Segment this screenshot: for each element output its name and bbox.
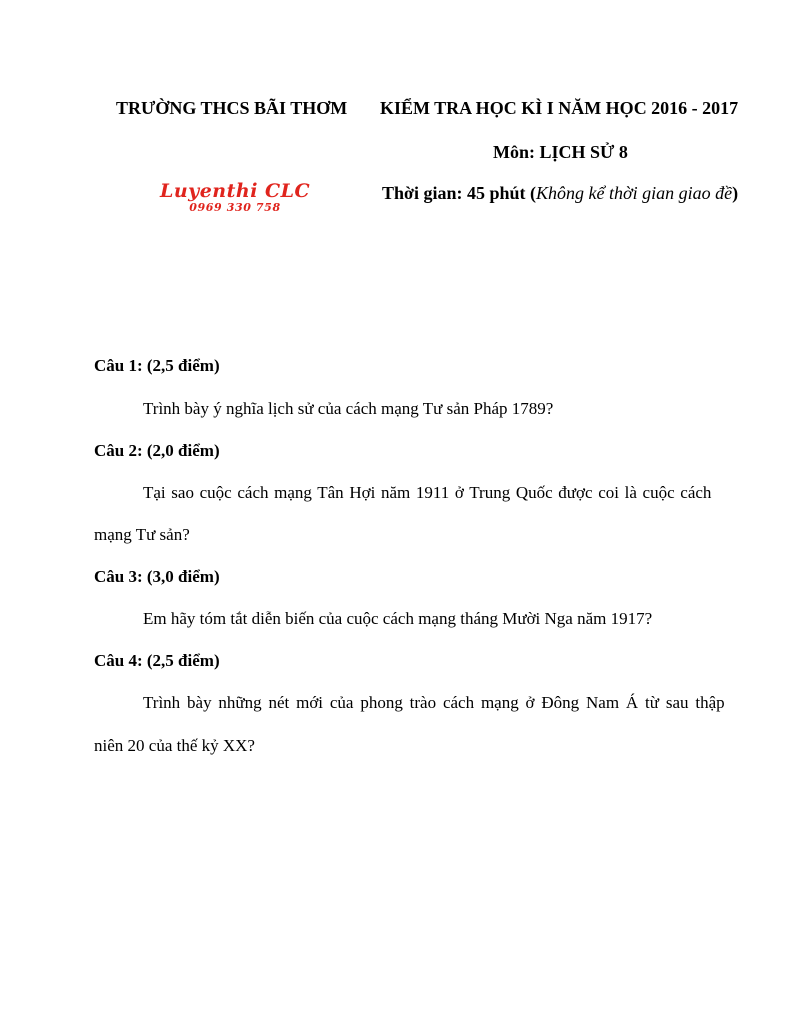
logo-phone: 0969 330 758	[189, 201, 281, 214]
time-note: Không kể thời gian giao đề	[536, 183, 733, 203]
question-4-text-line-2: niên 20 của thế kỷ XX?	[94, 736, 255, 755]
exam-title: KIỂM TRA HỌC KÌ I NĂM HỌC 2016 - 2017	[380, 98, 739, 118]
question-1-heading: Câu 1: (2,5 điểm)	[94, 356, 220, 375]
time-line	[382, 183, 738, 204]
school-name: TRƯỜNG THCS BÃI THƠM	[116, 98, 348, 118]
question-4-text-line-1: Trình bày những nét mới của phong trào cách mạng ở Đông Nam Á từ sau thập	[143, 693, 725, 712]
subject-line: Môn: LỊCH SỬ 8	[493, 142, 628, 162]
question-3-text: Em hãy tóm tắt diễn biến của cuộc cách mạng tháng Mười Nga năm 1917?	[143, 609, 653, 628]
time-label: Thời gian: 45 phút (	[382, 183, 537, 203]
luyenthi-logo	[160, 181, 310, 215]
question-1-text: Trình bày ý nghĩa lịch sử của cách mạng Tư sản Pháp 1789?	[143, 399, 554, 418]
question-2-text-line-1: Tại sao cuộc cách mạng Tân Hợi năm 1911 ở Trung Quốc được coi là cuộc cách	[143, 483, 712, 502]
question-2-heading: Câu 2: (2,0 điểm)	[94, 441, 220, 460]
question-3-heading: Câu 3: (3,0 điểm)	[94, 567, 220, 586]
question-4-heading: Câu 4: (2,5 điểm)	[94, 651, 220, 670]
question-2-text-line-2: mạng Tư sản?	[94, 525, 190, 544]
logo-name: Luyenthi CLC	[160, 180, 311, 202]
time-close: )	[732, 183, 739, 203]
